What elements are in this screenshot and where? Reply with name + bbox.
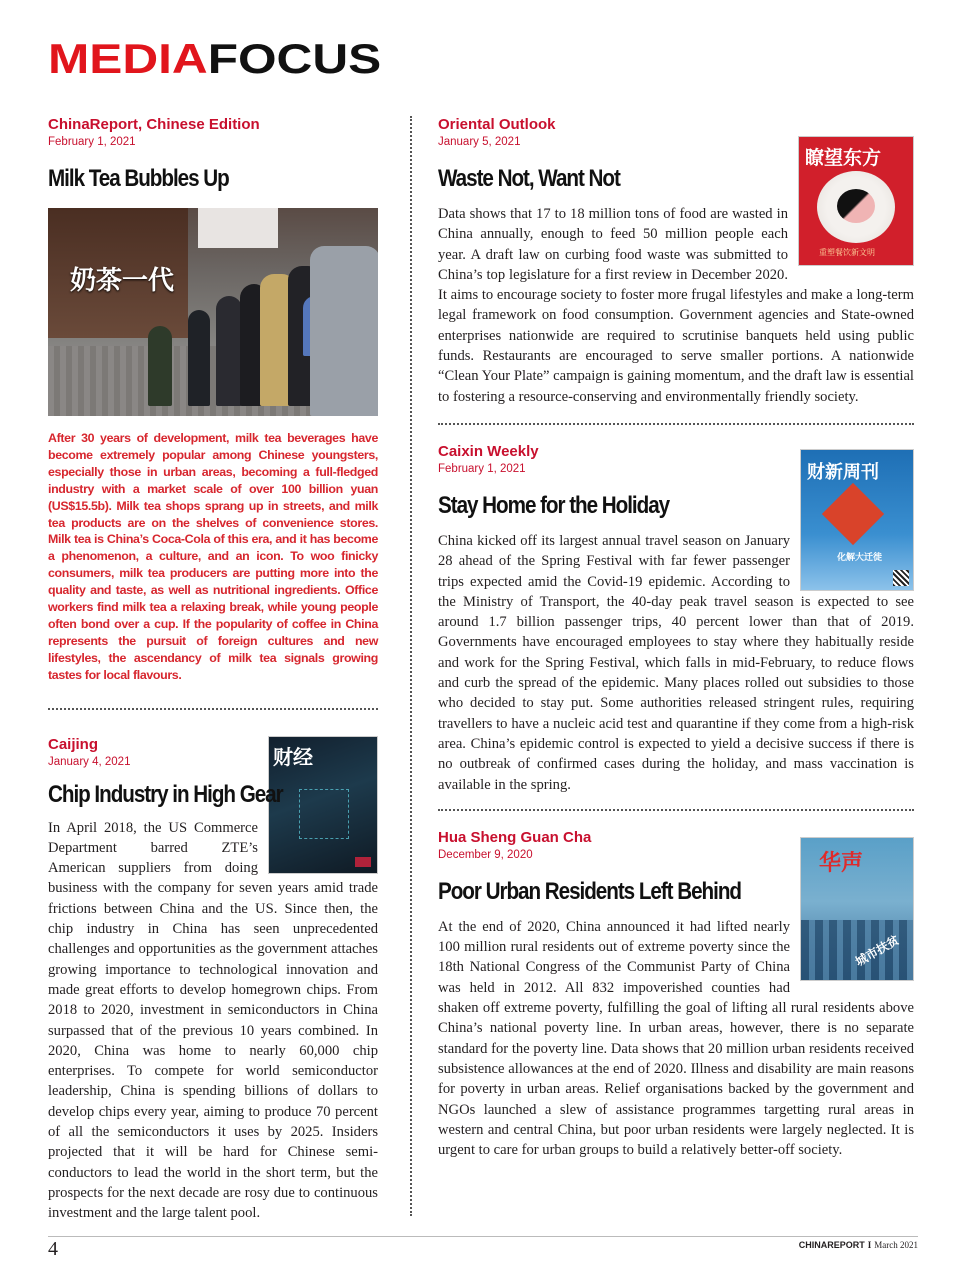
article-date: February 1, 2021 xyxy=(48,136,136,148)
page-number: 4 xyxy=(48,1238,58,1260)
article-stay-home xyxy=(438,443,914,795)
article-source: Caixin Weekly xyxy=(438,442,539,460)
article-food-waste xyxy=(438,116,914,407)
left-column xyxy=(48,116,378,1224)
oriental-outlook-cover: 瞭望东方 重塑餐饮新文明 xyxy=(798,136,914,266)
footer-publication xyxy=(799,1240,918,1250)
article-body: After 30 years of development, milk tea beverages have become extremely popular among Chinese youngsters, especially those in urban areas, becoming a full-fledged industry with a market scale of over 100 billion yuan (US$15.5b). Milk tea shops sprang up in streets, and milk tea products are on the shelves of convenience stores. Milk tea is China’s Coca-Cola of this era, and it has become a phenomenon, a culture, and an icon. To woo finicky consumers, milk tea producers are putting more into the quality and taste, as well as nutritional ingredients. Office workers find milk tea a relaxing break, while young people often bond over a cup. If the popularity of coffee in China represents the pursuit of foreign cultures and new lifestyles, the ascendancy of milk tea signals growing tastes for local flavours. xyxy=(48,431,378,682)
article-date: February 1, 2021 xyxy=(438,462,526,475)
right-column xyxy=(438,116,914,1160)
publication-name: CHINAREPORT xyxy=(798,1240,865,1250)
article-headline: Poor Urban Residents Left Behind xyxy=(438,877,741,905)
article-headline: Milk Tea Bubbles Up xyxy=(48,165,229,192)
caijing-cover: 财经 xyxy=(268,736,378,874)
section-separator xyxy=(48,708,378,710)
article-date: January 5, 2021 xyxy=(438,136,521,148)
article-headline: Chip Industry in High Gear xyxy=(48,780,283,808)
article-body: In April 2018, the US Commerce Department barred ZTE’s American suppliers from doing business with the company for seven years amid trade frictions between China and the US. Since then, the chip industry in China has seen unprecedented challenges and opportunities as the government attaches growing importance to technological innovation and made great efforts to develop homegrown chips. From 2018 to 2020, investment in semiconductors in China surpassed that of the previous 10 years combined. In 2020, China was home to nearly 60,000 chip enterprises. To compete for world semiconductor leadership, China is spending billions of dollars to develop chips every year, aiming to produce 70 percent of all the semiconductors it uses by 2025. Insiders projected that it will be hard for Chinese semi-conductors to lead the world in the short term, but the prospects for the next decade are rosy due to continuous investment and the large talent pool. xyxy=(48,819,378,1222)
article-headline: Waste Not, Want Not xyxy=(438,165,620,192)
article-source: Oriental Outlook xyxy=(438,116,556,133)
photo-caption: 奶茶一代 xyxy=(70,266,175,296)
milk-tea-photo xyxy=(48,208,378,416)
article-body: China kicked off its largest annual travel season on January 28 ahead of the Spring Festival with far fewer passenger trips expected amid the Covid-19 epidemic. According to the Ministry of Transport, the 40-day peak travel season is expected to see around 1.7 billion passenger trips, 40 percent lower than that of 2019. Governments have encouraged employees to stay where they habitually reside and work for the Spring Festival, which falls in mid-February, to reduce flows and curb the spread of the epidemic. Many places rolled out subsidies to those who decided to stay put. Some authorities released stringent rules, requiring travellers to have a nucleic acid test and quarantine if they come from a high-risk area. China’s epidemic control is expected to yield a decisive success if there is no outbreak of confirmed cases during the holiday, and mass vaccination is available in the spring. xyxy=(438,532,914,793)
masthead-media: MEDIA xyxy=(48,35,208,82)
article-source: Caijing xyxy=(48,735,99,753)
footer-separator: I xyxy=(867,1240,872,1250)
article-source: ChinaReport, Chinese Edition xyxy=(48,116,260,133)
section-separator xyxy=(438,809,914,811)
article-date: January 4, 2021 xyxy=(48,755,131,768)
hua-sheng-cover: 华声 城市扶贫 xyxy=(800,837,914,981)
section-separator xyxy=(438,423,914,425)
caixin-weekly-cover: 财新周刊 化解大迁徙 xyxy=(800,449,914,591)
article-headline: Stay Home for the Holiday xyxy=(438,491,670,519)
footer-rule xyxy=(48,1236,918,1237)
issue-date: March 2021 xyxy=(874,1240,918,1250)
article-date: December 9, 2020 xyxy=(438,848,533,861)
article-body: At the end of 2020, China announced it had lifted nearly 100 million rural residents out of extreme poverty since the 18th National Congress of the Communist Party of China was held in 2012. All 832 impoverished counties had shaken off extreme poverty, fulfilling the goal of lifting all rural residents above China’s national poverty line. In urban areas, however, there is no separate standard for the poverty line. Data shows that 20 million urban residents received subsistence allowances at the end of 2020. Illness and disability are main reasons for poverty in urban areas. Relief organisations backed by the government and NGOs launched a slew of assistance programmes targetting rural areas in western and central China, but poor urban residents were largely neglected. It is urgent to care for urban groups to build a relatively better-off society. xyxy=(438,918,914,1159)
article-urban-poverty xyxy=(438,829,914,1161)
article-source: Hua Sheng Guan Cha xyxy=(438,828,592,846)
article-milk-tea xyxy=(48,116,378,684)
article-body: Data shows that 17 to 18 million tons of food are wasted in China annually, enough to feed 50 million people each year. A draft law on curbing food waste was submitted to China’s top legislature for a first review in December 2020. It aims to encourage society to foster more frugal lifestyles and make a long-term legal framework on food consumption. Government agencies and State-owned enterprises nationwide are required to scrutinise banquets held using public funds. Restaurants are encouraged to serve smaller portions. A nationwide “Clean Your Plate” campaign is gaining momentum, and the draft law is essential to fostering a resource-conserving and environmentally friendly society. xyxy=(438,206,914,405)
masthead-logo xyxy=(48,35,382,82)
column-divider xyxy=(410,116,412,1216)
masthead-focus: FOCUS xyxy=(207,35,382,82)
article-chip-industry xyxy=(48,736,378,1224)
